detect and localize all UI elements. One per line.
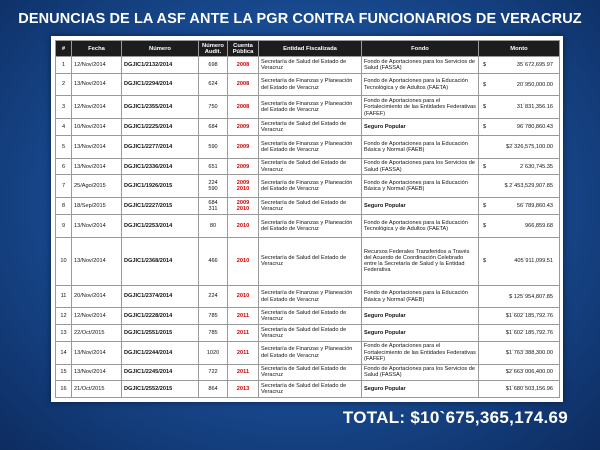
table-row	[56, 325, 560, 342]
cell-fondo: Seguro Popular	[362, 119, 479, 136]
cell-fondo: Fondo de Aportaciones para la Educación Tecnológica y de Adultos (FAETA)	[362, 214, 479, 237]
table-row	[56, 96, 560, 119]
cell-index: 12	[56, 308, 72, 325]
cell-entidad: Secretaría de Finanzas y Planeación del Estado de Veracruz	[259, 135, 362, 158]
cell-numero: DGJIC1/2294/2014	[122, 73, 199, 96]
cell-audit: 624	[199, 73, 228, 96]
cell-monto	[479, 364, 560, 381]
table-row	[56, 381, 560, 398]
cell-entidad: Secretaría de Salud del Estado de Veracruz	[259, 198, 362, 215]
cell-monto	[479, 175, 560, 198]
table-row	[56, 119, 560, 136]
table-row	[56, 175, 560, 198]
cell-entidad: Secretaría de Salud del Estado de Veracruz	[259, 158, 362, 175]
cell-monto	[479, 341, 560, 364]
cell-fondo: Fondo de Aportaciones para la Educación Básica y Normal (FAEB)	[362, 285, 479, 308]
amount-value: $1´763´388,300.00	[505, 349, 553, 356]
cell-audit: 466	[199, 237, 228, 285]
amount-value: $2´326,575,100.00	[506, 143, 553, 150]
cell-index: 14	[56, 341, 72, 364]
header-index: #	[56, 41, 72, 57]
cell-entidad: Secretaría de Salud del Estado de Veracruz	[259, 364, 362, 381]
cell-numero: DGJIC1/2355/2014	[122, 96, 199, 119]
cell-monto	[479, 285, 560, 308]
amount-value: 966,859.68	[525, 222, 553, 229]
cell-index: 7	[56, 175, 72, 198]
table-row	[56, 135, 560, 158]
cell-cuenta-publica: 2010	[228, 214, 259, 237]
cell-fondo: Fondo de Aportaciones para el Fortalecimiento de las Entidades Federativas (FAFEF)	[362, 96, 479, 119]
header-fondo: Fondo	[362, 41, 479, 57]
cell-entidad: Secretaría de Salud del Estado de Veracruz	[259, 308, 362, 325]
table-row	[56, 73, 560, 96]
cell-monto	[479, 73, 560, 96]
table-row	[56, 237, 560, 285]
cell-audit: 80	[199, 214, 228, 237]
cell-fecha: 13/Nov/2014	[72, 341, 122, 364]
amount-value: $ 2´453,529,907.85	[504, 183, 553, 190]
cell-numero: DGJIC1/2244/2014	[122, 341, 199, 364]
cell-index: 11	[56, 285, 72, 308]
cell-fecha: 12/Nov/2014	[72, 308, 122, 325]
cell-entidad: Secretaría de Salud del Estado de Veracruz	[259, 325, 362, 342]
cell-fecha: 22/Oct/2015	[72, 325, 122, 342]
cell-numero: DGJIC1/2245/2014	[122, 364, 199, 381]
header-cuenta-publica: Cuenta Pública	[228, 41, 259, 57]
cell-cuenta-publica: 2008	[228, 57, 259, 74]
cell-numero: DGJIC1/2227/2015	[122, 198, 199, 215]
cell-fondo: Seguro Popular	[362, 325, 479, 342]
table-row	[56, 308, 560, 325]
header-numero: Número	[122, 41, 199, 57]
cell-entidad: Secretaría de Salud del Estado de Veracruz	[259, 237, 362, 285]
cell-index: 2	[56, 73, 72, 96]
cell-cuenta-publica: 2011	[228, 341, 259, 364]
cell-fondo: Fondo de Aportaciones para la Educación Básica y Normal (FAEB)	[362, 135, 479, 158]
cell-audit: 698	[199, 57, 228, 74]
cell-audit: 785	[199, 308, 228, 325]
table-row	[56, 341, 560, 364]
cell-audit: 684	[199, 119, 228, 136]
cell-cuenta-publica: 2010	[228, 285, 259, 308]
cell-index: 1	[56, 57, 72, 74]
cell-audit: 590	[199, 135, 228, 158]
cell-audit: 684 311	[199, 198, 228, 215]
cell-entidad: Secretaría de Salud del Estado de Veracruz	[259, 381, 362, 398]
table-row	[56, 285, 560, 308]
cell-monto	[479, 325, 560, 342]
cell-audit: 722	[199, 364, 228, 381]
table-header-row	[56, 41, 560, 57]
cell-cuenta-publica: 2010	[228, 237, 259, 285]
amount-value: $1´602´185,792.76	[505, 329, 553, 336]
cell-fondo: Recursos Federales Transferidos a Través del Acuerdo de Coordinación Celebrado entre la Secretaría de Salud y la Entidad Federativa	[362, 237, 479, 285]
table-row	[56, 364, 560, 381]
cell-cuenta-publica: 2009	[228, 135, 259, 158]
cell-monto	[479, 214, 560, 237]
cell-fecha: 13/Nov/2014	[72, 214, 122, 237]
cell-index: 9	[56, 214, 72, 237]
cell-numero: DGJIC1/2551/2015	[122, 325, 199, 342]
cell-entidad: Secretaría de Finanzas y Planeación del Estado de Veracruz	[259, 214, 362, 237]
complaints-table	[55, 40, 560, 398]
cell-index: 5	[56, 135, 72, 158]
cell-monto	[479, 308, 560, 325]
cell-fondo: Fondo de Aportaciones para los Servicios de Salud (FASSA)	[362, 57, 479, 74]
header-monto: Monto	[479, 41, 560, 57]
amount-value: 2´630,745.35	[520, 163, 553, 170]
table-row	[56, 158, 560, 175]
cell-index: 3	[56, 96, 72, 119]
cell-cuenta-publica: 2009	[228, 158, 259, 175]
cell-fecha: 13/Nov/2014	[72, 158, 122, 175]
cell-entidad: Secretaría de Finanzas y Planeación del Estado de Veracruz	[259, 175, 362, 198]
total-amount: TOTAL: $10`675,365,174.69	[342, 408, 568, 427]
cell-entidad: Secretaría de Salud del Estado de Veracruz	[259, 119, 362, 136]
cell-entidad: Secretaría de Finanzas y Planeación del Estado de Veracruz	[259, 341, 362, 364]
cell-numero: DGJIC1/2228/2014	[122, 308, 199, 325]
cell-entidad: Secretaría de Finanzas y Planeación del Estado de Veracruz	[259, 285, 362, 308]
cell-monto	[479, 158, 560, 175]
cell-fecha: 21/Oct/2015	[72, 381, 122, 398]
cell-cuenta-publica: 2008	[228, 73, 259, 96]
currency-symbol: $	[483, 203, 487, 210]
cell-fecha: 13/Nov/2014	[72, 135, 122, 158]
cell-numero: DGJIC1/2253/2014	[122, 214, 199, 237]
header-entidad: Entidad Fiscalizada	[259, 41, 362, 57]
currency-symbol: $	[483, 222, 487, 229]
cell-numero: DGJIC1/2277/2014	[122, 135, 199, 158]
cell-audit: 785	[199, 325, 228, 342]
cell-index: 8	[56, 198, 72, 215]
amount-value: 56´789,860.43	[516, 203, 553, 210]
cell-fecha: 10/Nov/2014	[72, 119, 122, 136]
cell-fecha: 13/Nov/2014	[72, 73, 122, 96]
cell-numero: DGJIC1/2336/2014	[122, 158, 199, 175]
cell-fecha: 20/Nov/2014	[72, 285, 122, 308]
cell-monto	[479, 237, 560, 285]
cell-numero: DGJIC1/2368/2014	[122, 237, 199, 285]
cell-audit: 864	[199, 381, 228, 398]
currency-symbol: $	[483, 81, 487, 88]
table-row	[56, 57, 560, 74]
cell-index: 10	[56, 237, 72, 285]
table-panel	[51, 36, 563, 402]
table-row	[56, 214, 560, 237]
cell-fondo: Fondo de Aportaciones para la Educación Básica y Normal (FAEB)	[362, 175, 479, 198]
cell-monto	[479, 96, 560, 119]
amount-value: $2´663´006,400.00	[505, 369, 553, 376]
amount-value: $1´602´185,792.76	[505, 313, 553, 320]
table-body	[56, 57, 560, 398]
cell-monto	[479, 119, 560, 136]
amount-value: 20´950,000.00	[516, 81, 553, 88]
cell-fecha: 13/Nov/2014	[72, 364, 122, 381]
cell-index: 13	[56, 325, 72, 342]
cell-fecha: 12/Nov/2014	[72, 57, 122, 74]
cell-entidad: Secretaría de Finanzas y Planeación del Estado de Veracruz	[259, 73, 362, 96]
cell-monto	[479, 57, 560, 74]
cell-fecha: 25/Ago/2015	[72, 175, 122, 198]
amount-value: $ 125´954,807.85	[509, 293, 553, 300]
cell-audit: 1020	[199, 341, 228, 364]
table-row	[56, 198, 560, 215]
cell-audit: 750	[199, 96, 228, 119]
page-title: DENUNCIAS DE LA ASF ANTE LA PGR CONTRA FUNCIONARIOS DE VERACRUZ	[18, 11, 582, 27]
cell-index: 16	[56, 381, 72, 398]
cell-monto	[479, 381, 560, 398]
cell-fecha: 18/Sep/2015	[72, 198, 122, 215]
cell-numero: DGJIC1/2225/2014	[122, 119, 199, 136]
cell-numero: DGJIC1/2552/2015	[122, 381, 199, 398]
amount-value: $1´680´503,156.96	[505, 385, 553, 392]
header-fecha: Fecha	[72, 41, 122, 57]
amount-value: 405´911,099.51	[514, 258, 553, 265]
cell-fondo: Seguro Popular	[362, 381, 479, 398]
cell-index: 6	[56, 158, 72, 175]
cell-cuenta-publica: 2011	[228, 325, 259, 342]
currency-symbol: $	[483, 258, 487, 265]
cell-cuenta-publica: 2013	[228, 381, 259, 398]
cell-audit: 224 590	[199, 175, 228, 198]
cell-fondo: Seguro Popular	[362, 198, 479, 215]
cell-index: 15	[56, 364, 72, 381]
cell-fondo: Fondo de Aportaciones para la Educación Tecnológica y de Adultos (FAETA)	[362, 73, 479, 96]
cell-cuenta-publica: 2009 2010	[228, 175, 259, 198]
cell-cuenta-publica: 2009 2010	[228, 198, 259, 215]
cell-fondo: Fondo de Aportaciones para los Servicios de Salud (FASSA)	[362, 158, 479, 175]
cell-entidad: Secretaría de Finanzas y Planeación del Estado de Veracruz	[259, 96, 362, 119]
cell-cuenta-publica: 2008	[228, 96, 259, 119]
cell-fecha: 13/Nov/2014	[72, 237, 122, 285]
cell-fondo: Seguro Popular	[362, 308, 479, 325]
currency-symbol: $	[483, 104, 487, 111]
amount-value: 96´780,860.43	[516, 124, 553, 131]
cell-numero: DGJIC1/2132/2014	[122, 57, 199, 74]
cell-fondo: Fondo de Aportaciones para el Fortalecimiento de las Entidades Federativas (FAFEF)	[362, 341, 479, 364]
cell-audit: 224	[199, 285, 228, 308]
currency-symbol: $	[483, 61, 487, 68]
cell-monto	[479, 135, 560, 158]
cell-fondo: Fondo de Aportaciones para los Servicios de Salud (FASSA)	[362, 364, 479, 381]
header-numero-audit: Número Audit.	[199, 41, 228, 57]
cell-cuenta-publica: 2011	[228, 308, 259, 325]
currency-symbol: $	[483, 124, 487, 131]
cell-numero: DGJIC1/2374/2014	[122, 285, 199, 308]
cell-index: 4	[56, 119, 72, 136]
cell-cuenta-publica: 2009	[228, 119, 259, 136]
cell-cuenta-publica: 2011	[228, 364, 259, 381]
cell-audit: 651	[199, 158, 228, 175]
currency-symbol: $	[483, 163, 487, 170]
amount-value: 31´831,356.16	[516, 104, 553, 111]
amount-value: 35´672,695.97	[516, 61, 553, 68]
cell-numero: DGJIC1/1926/2015	[122, 175, 199, 198]
cell-entidad: Secretaría de Salud del Estado de Veracruz	[259, 57, 362, 74]
cell-monto	[479, 198, 560, 215]
cell-fecha: 12/Nov/2014	[72, 96, 122, 119]
